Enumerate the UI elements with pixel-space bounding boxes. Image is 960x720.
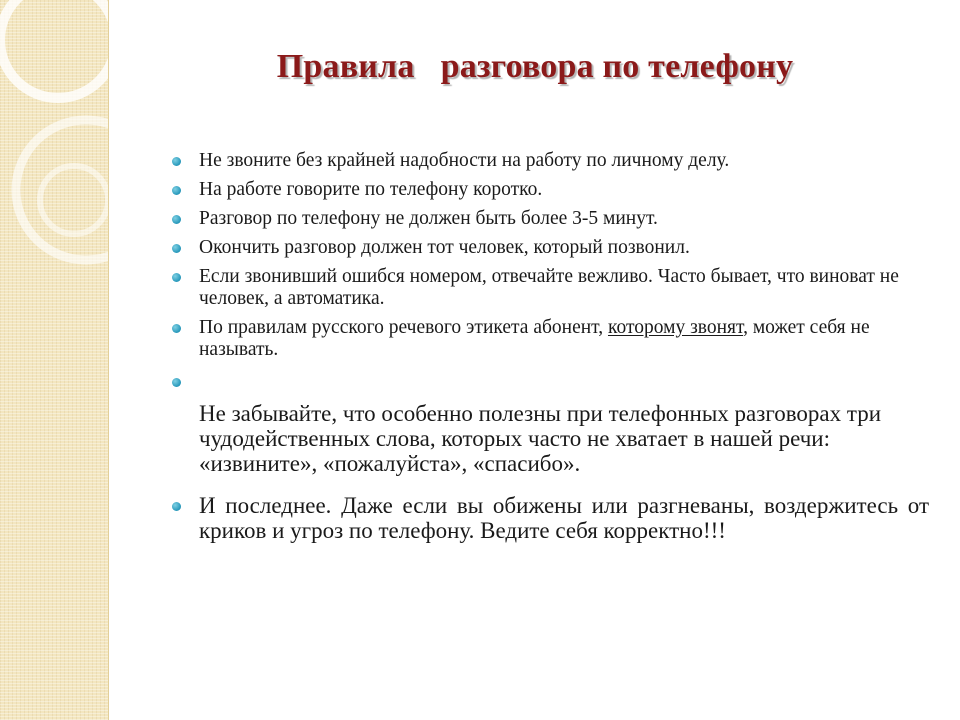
list-item (172, 150, 932, 172)
rule-text: Разговор по телефону не должен быть более 3-5 минут. (199, 208, 658, 229)
bullet-icon (172, 273, 181, 282)
list-item (172, 237, 932, 259)
list-item (172, 208, 932, 230)
list-item (172, 179, 932, 201)
rule-text-underlined: которому звонят (607, 317, 744, 338)
bullet-icon (172, 244, 181, 253)
rule-text: Не звоните без крайней надобности на работу по личному делу. (199, 150, 730, 171)
rule-text: И последнее. Даже если вы обижены или разгневаны, воздержитесь от криков и угроз по телефону. Ведите себя корректно!!! (199, 493, 929, 543)
rule-text-start: По правилам русского речевого этикета абонент, (199, 317, 608, 338)
list-item (172, 371, 932, 476)
decorative-sidebar (0, 0, 109, 720)
list-item (172, 493, 929, 543)
bullet-icon (172, 215, 181, 224)
slide-title: Правила разговора по телефону (276, 48, 794, 85)
bullet-icon (172, 186, 181, 195)
rule-text: Если звонивший ошибся номером, отвечайте вежливо. Часто бывает, что виноват не человек, а автоматика. (199, 266, 899, 309)
bullet-icon (172, 324, 181, 333)
list-item (172, 317, 919, 361)
rules-list (172, 150, 932, 543)
bullet-icon (172, 378, 181, 387)
decorative-circles (0, 0, 108, 720)
rule-text: Окончить разговор должен тот человек, который позвонил. (199, 237, 690, 258)
rule-text: На работе говорите по телефону коротко. (199, 179, 543, 200)
bullet-icon (172, 157, 181, 166)
rule-text-end: , может себя не называть. (199, 317, 870, 360)
list-item (172, 266, 919, 310)
rule-text: Не забывайте, что особенно полезны при телефонных разговорах три чудодейственных слова, которых часто не хватает в нашей речи: «извините», «пожалуйста», «спасибо». (199, 401, 882, 476)
bullet-icon (172, 502, 181, 511)
